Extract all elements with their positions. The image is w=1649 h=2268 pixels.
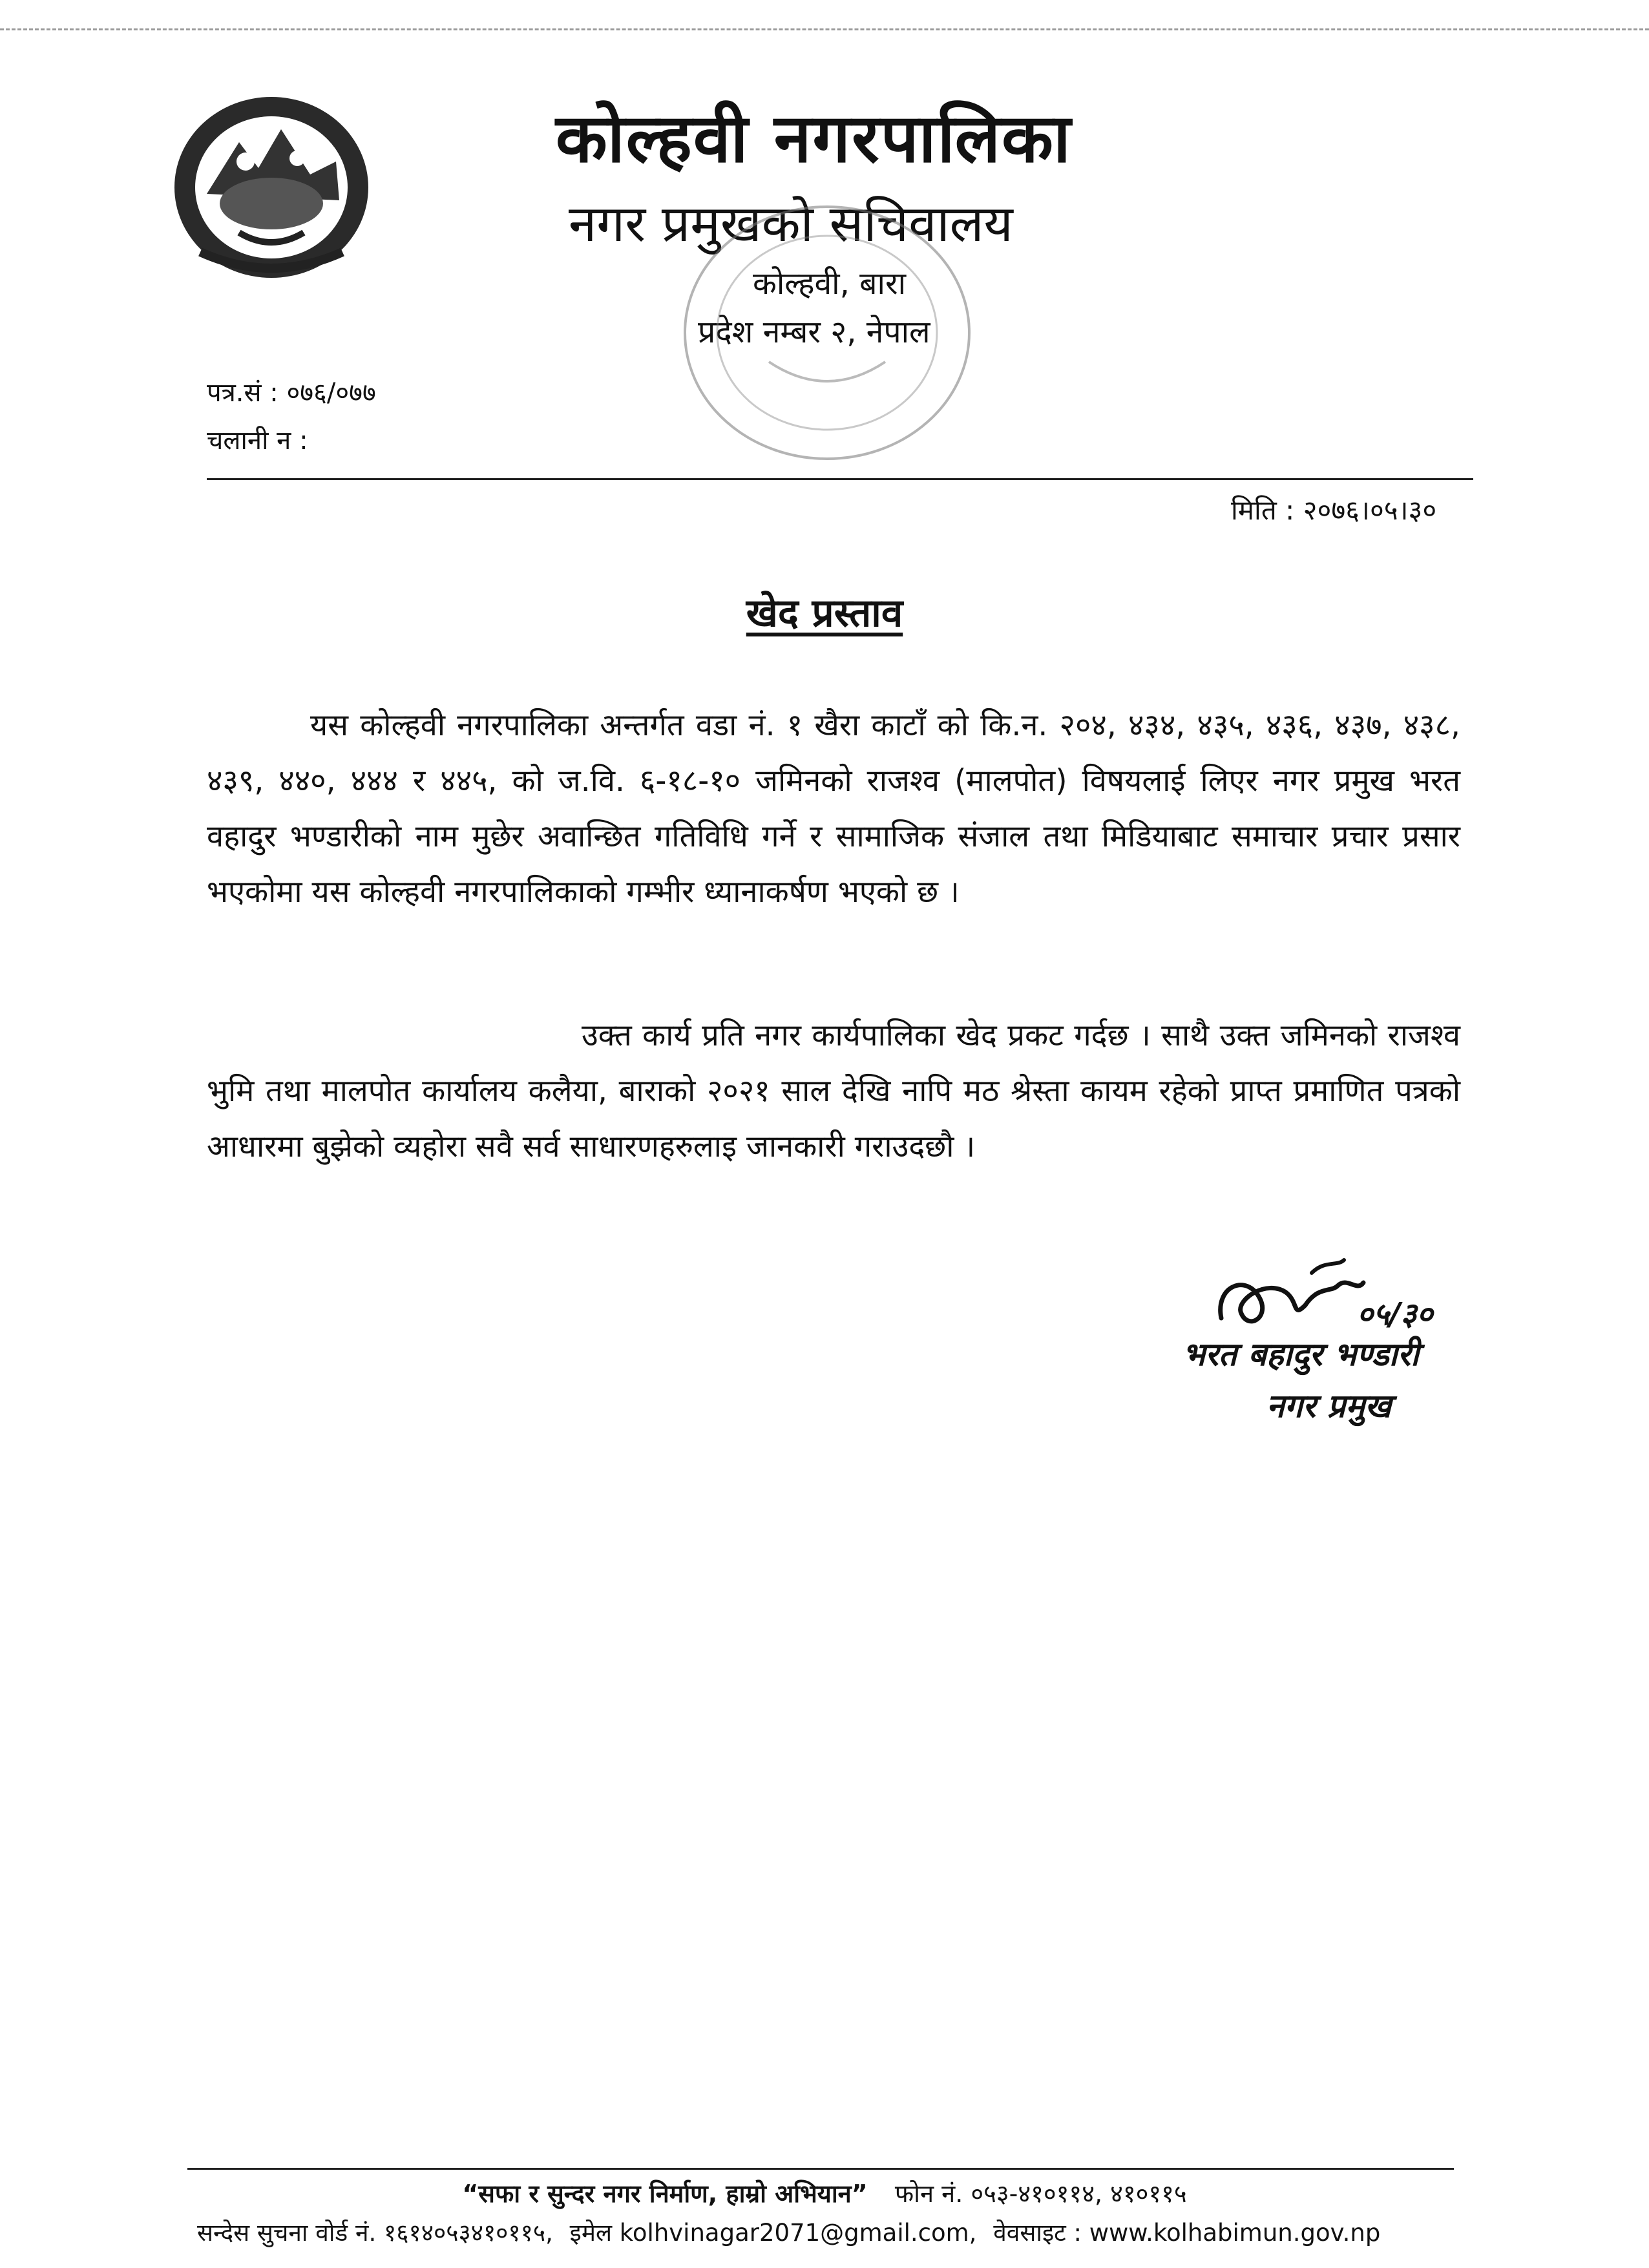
organization-name: कोल्हवी नगरपालिका [556, 99, 1072, 178]
document-title-text: खेद प्रस्ताव [746, 591, 903, 636]
footer-phone: फोन नं. ०५३-४१०११४, ४१०११५ [894, 2179, 1187, 2208]
document-title [0, 585, 1649, 638]
signatory-name: भरत बहादुर भण्डारी [1182, 1336, 1419, 1373]
scan-top-edge [0, 28, 1649, 30]
signature-date: ०५/३० [1357, 1296, 1433, 1332]
footer-line-1 [0, 2176, 1649, 2210]
footer-divider [187, 2168, 1454, 2170]
office-name: नगर प्रमुखको सचिवालय [569, 195, 1013, 253]
signatory-designation: नगर प्रमुख [1266, 1387, 1392, 1425]
footer-slogan: “सफा र सुन्दर नगर निर्माण, हाम्रो अभियान” [462, 2179, 868, 2208]
footer-email: इमेल kolhvinagar2071@gmail.com, [569, 2219, 977, 2247]
address-line-2: प्रदेश नम्बर २, नेपाल [698, 314, 930, 350]
dispatch-number: चलानी न : [207, 426, 308, 456]
address-line-1: कोल्हवी, बारा [753, 266, 907, 302]
municipality-round-seal-icon [672, 194, 982, 472]
header-divider [207, 478, 1473, 480]
body-paragraph-1: यस कोल्हवी नगरपालिका अन्तर्गत वडा नं. १ खैरा काटाँ को कि.न. २०४, ४३४, ४३५, ४३६, ४३७, ४३८, ४३९, ४४०, ४४४ र ४४५, को ज.वि. ६-१८-१० जमिनको राजश्व (मालपोत) विषयलाई लिएर नगर प्रमुख भरत वहादुर भण्डारीको नाम मुछेर अवान्छित गतिविधि गर्ने र सामाजिक संजाल तथा मिडियाबाट समाचार प्रचार प्रसार भएकोमा यस कोल्हवी नगरपालिकाको गम्भीर ध्यानाकर्षण भएको छ । [207, 708, 1460, 910]
nepal-government-emblem-icon [162, 90, 381, 291]
footer-sms-board: सन्देस सुचना वोर्ड नं. १६१४०५३४१०११५, [197, 2219, 553, 2247]
letter-reference-number: पत्र.सं : ०७६/०७७ [207, 378, 376, 408]
footer-website: वेवसाइट : www.kolhabimun.gov.np [993, 2219, 1381, 2247]
letter-date: मिति : २०७६।०५।३० [1231, 494, 1437, 526]
body-paragraph-2: उक्त कार्य प्रति नगर कार्यपालिका खेद प्रकट गर्दछ । साथै उक्त जमिनको राजश्व भुमि तथा मालपोत कार्यालय कलैया, बाराको २०२१ साल देखि नापि मठ श्रेस्ता कायम रहेको प्राप्त प्रमाणित पत्रको आधारमा बुझेको व्यहोरा सवै सर्व साधारणहरुलाइ जानकारी गराउदछौ । [207, 1018, 1460, 1164]
footer-line-2 [197, 2215, 1380, 2248]
